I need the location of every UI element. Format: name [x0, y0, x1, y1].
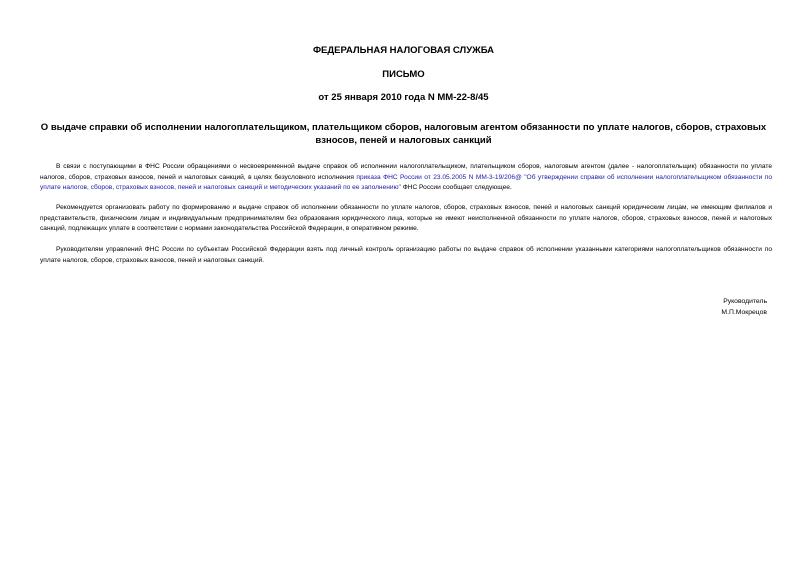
paragraph-1: [40, 162, 772, 194]
document-title: О выдаче справки об исполнении налогоплательщиком, плательщиком сборов, налоговым агентом обязанности по уплате налогов, сборов, страховых взносов, пеней и налоговых санкций: [40, 122, 767, 146]
paragraph-1-text-end: ФНС России сообщает следующее.: [400, 184, 512, 192]
signature-name: М.П.Мокрецов: [721, 308, 767, 316]
document-type: ПИСЬМО: [382, 69, 425, 80]
signature-role: Руководитель: [723, 298, 767, 305]
paragraph-1-text-start: В связи с поступающими в ФНС России обращениями о несвоевременной выдаче справок об исполнении налогоплательщиком, плательщиком сборов, налоговым агентом (далее - налогоплательщик) обязанности по уплате налогов, сборов, страховых взносов, пеней и налоговых санкций, в целях безусловного исполнения: [40, 163, 772, 181]
order-link[interactable]: приказа ФНС России от 23.05.2005 N ММ-3-19/206@ "Об утверждении справки об исполнении налогоплательщиком обязанности по уплате налогов, сборов, страховых взносов, пеней и налоговых санкций и методических указаний по ее заполнению": [40, 173, 773, 192]
signature-block: [721, 297, 767, 318]
document-date: от 25 января 2010 года N ММ-22-8/45: [318, 92, 489, 103]
agency-heading: ФЕДЕРАЛЬНАЯ НАЛОГОВАЯ СЛУЖБА: [312, 45, 495, 56]
paragraph-3: Руководителям управлений ФНС России по субъектам Российской Федерации взять под личный контроль организацию работы по выдаче справок об исполнении указанными категориями налогоплательщиков обязанности по уплате налогов, сборов, страховых взносов, пеней и налоговых санкций.: [40, 246, 772, 264]
paragraph-2: Рекомендуется организовать работу по формированию и выдаче справок об исполнении обязанности по уплате налогов, сборов, страховых взносов, пеней и налоговых санкций юридическим лицам, не имеющим филиалов и представительств, физическим лицам и индивидуальным предпринимателям без образования юридического лица, которые не имеют неисполненной обязанности по уплате налогов, сборов, страховых взносов, пеней и налоговых санкций, подлежащих уплате в соответствии с нормами законодательства Российской Федерации, в оперативном режиме.: [40, 204, 772, 233]
